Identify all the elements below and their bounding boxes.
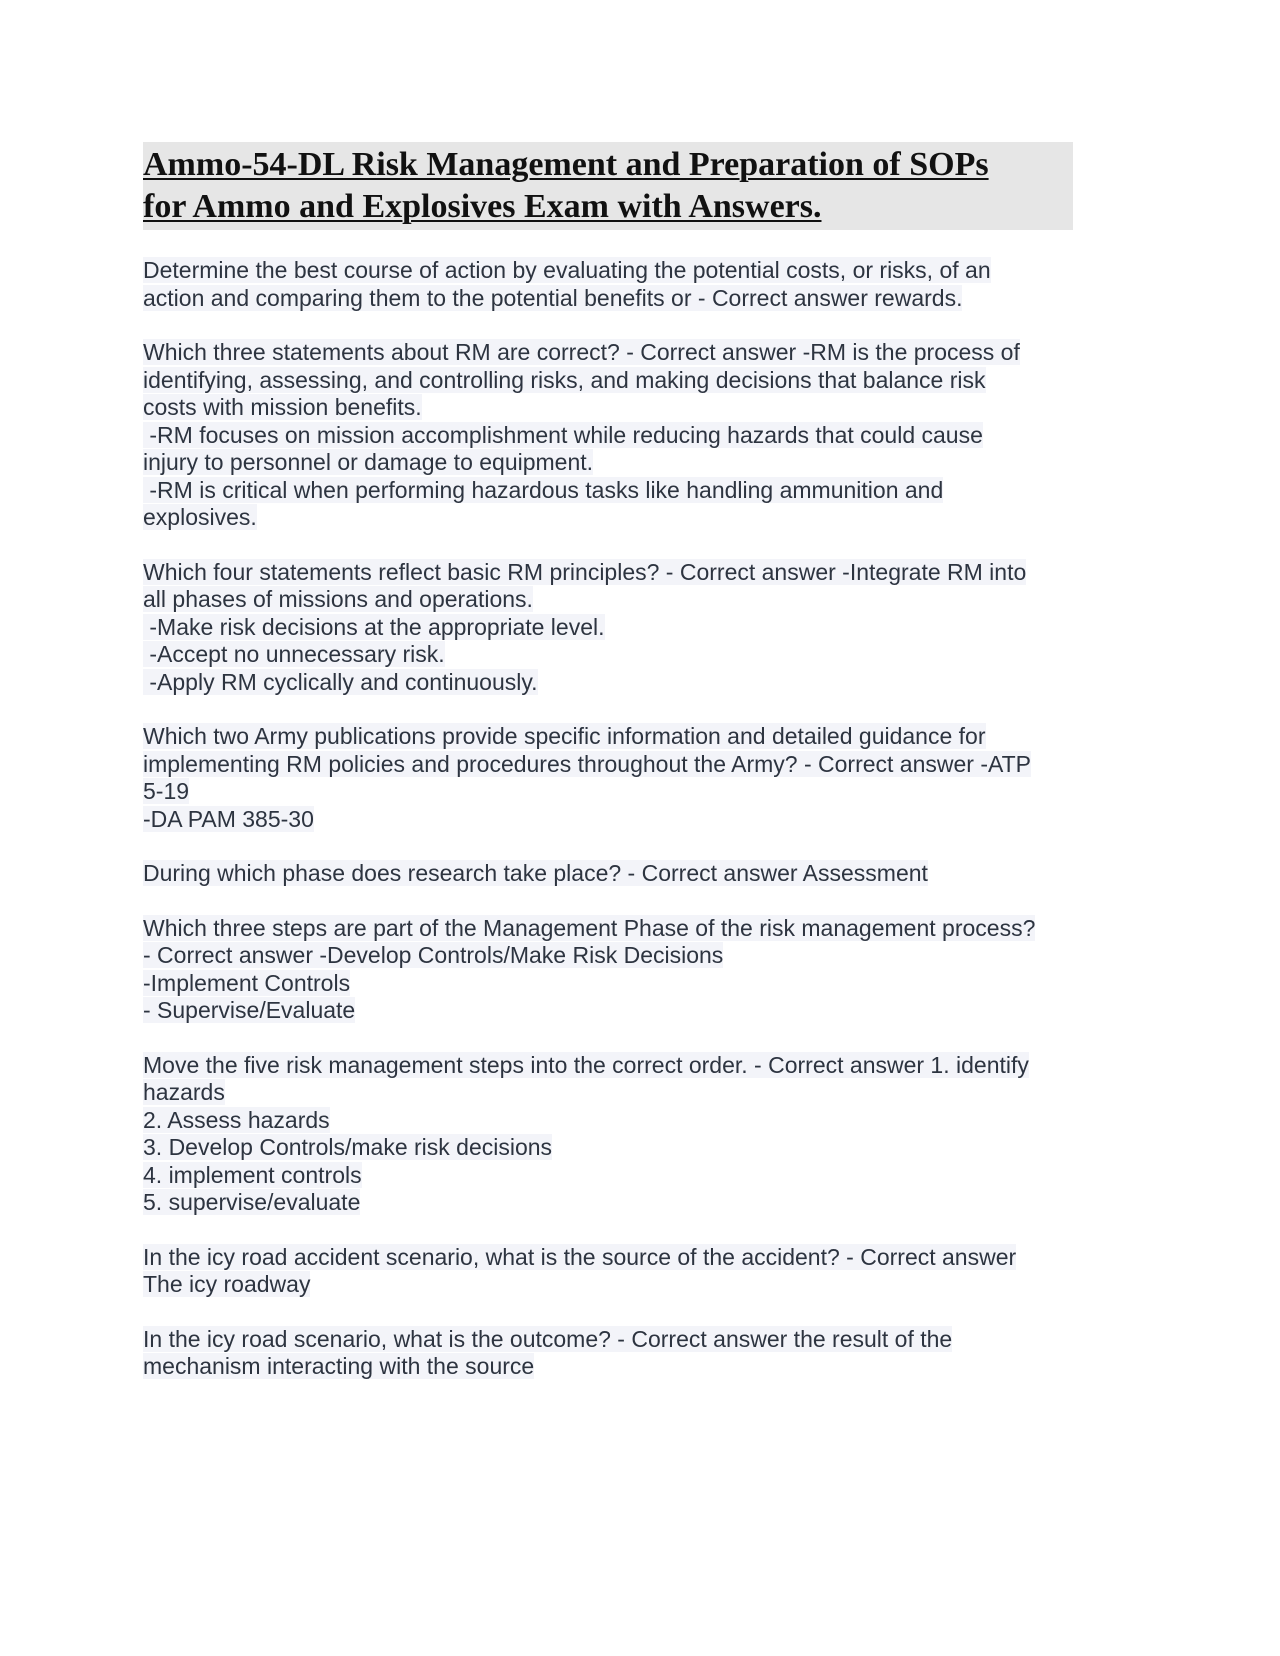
qa-line xyxy=(143,1134,1073,1162)
qa-line xyxy=(143,915,1073,943)
qa-line-text: -DA PAM 385-30 xyxy=(143,805,314,832)
qa-line-text: In the icy road scenario, what is the outcome? - Correct answer the result of the xyxy=(143,1325,953,1352)
qa-paragraph xyxy=(143,257,1073,312)
qa-paragraph xyxy=(143,1052,1073,1217)
qa-line-text: -RM is critical when performing hazardous tasks like handling ammunition and xyxy=(143,476,944,503)
qa-line xyxy=(143,422,1073,450)
qa-line-text: -RM focuses on mission accomplishment while reducing hazards that could cause xyxy=(143,421,983,448)
qa-line xyxy=(143,723,1073,751)
qa-line xyxy=(143,970,1073,998)
qa-line xyxy=(143,669,1073,697)
qa-line-text: Which three statements about RM are correct? - Correct answer -RM is the process of xyxy=(143,339,1020,365)
qa-line xyxy=(143,614,1073,642)
document-title xyxy=(143,142,1073,230)
qa-line xyxy=(143,1107,1073,1135)
qa-line xyxy=(143,641,1073,669)
qa-line-text: costs with mission benefits. xyxy=(143,394,422,420)
qa-paragraph xyxy=(143,339,1073,532)
qa-line xyxy=(143,997,1073,1025)
qa-line-text: 5. supervise/evaluate xyxy=(143,1189,361,1215)
qa-line xyxy=(143,449,1073,477)
qa-paragraph xyxy=(143,860,1073,888)
qa-line-text: Which three steps are part of the Management Phase of the risk management process? xyxy=(143,914,1036,941)
qa-line-text: -Implement Controls xyxy=(143,969,351,996)
qa-line xyxy=(143,1162,1073,1190)
qa-line-text: Determine the best course of action by evaluating the potential costs, or risks, of an xyxy=(143,257,991,283)
qa-line xyxy=(143,339,1073,367)
qa-list xyxy=(143,257,1073,1381)
qa-line-text: 4. implement controls xyxy=(143,1161,362,1188)
qa-line xyxy=(143,860,1073,888)
qa-line xyxy=(143,477,1073,505)
qa-line xyxy=(143,559,1073,587)
qa-line xyxy=(143,1353,1073,1381)
qa-line-text: 3. Develop Controls/make risk decisions xyxy=(143,1134,553,1160)
qa-line xyxy=(143,504,1073,532)
qa-line-text: 2. Assess hazards xyxy=(143,1106,330,1133)
qa-line-text: Which two Army publications provide specific information and detailed guidance for xyxy=(143,723,986,749)
qa-line-text: 5-19 xyxy=(143,778,190,804)
title-line: Ammo-54-DL Risk Management and Preparation of SOPs xyxy=(143,146,989,183)
qa-paragraph xyxy=(143,1326,1073,1381)
qa-line-text: -Apply RM cyclically and continuously. xyxy=(143,668,538,695)
qa-line-text: mechanism interacting with the source xyxy=(143,1353,535,1379)
title-line: for Ammo and Explosives Exam with Answers. xyxy=(143,188,822,225)
qa-line-text: hazards xyxy=(143,1079,225,1105)
qa-line-text: -Make risk decisions at the appropriate level. xyxy=(143,613,605,640)
qa-line xyxy=(143,285,1073,313)
qa-line xyxy=(143,1271,1073,1299)
qa-paragraph xyxy=(143,915,1073,1025)
qa-line-text: - Supervise/Evaluate xyxy=(143,997,356,1023)
qa-line xyxy=(143,1079,1073,1107)
qa-line-text: all phases of missions and operations. xyxy=(143,586,533,612)
qa-line-text: implementing RM policies and procedures throughout the Army? - Correct answer -ATP xyxy=(143,750,1032,777)
qa-line xyxy=(143,778,1073,806)
qa-line-text: identifying, assessing, and controlling risks, and making decisions that balance risk xyxy=(143,366,986,393)
qa-line xyxy=(143,942,1073,970)
qa-paragraph xyxy=(143,1244,1073,1299)
qa-line xyxy=(143,257,1073,285)
qa-line xyxy=(143,751,1073,779)
qa-line xyxy=(143,367,1073,395)
qa-line xyxy=(143,394,1073,422)
qa-line-text: action and comparing them to the potential benefits or - Correct answer rewards. xyxy=(143,284,963,311)
qa-paragraph xyxy=(143,723,1073,833)
qa-line-text: The icy roadway xyxy=(143,1271,311,1297)
qa-line xyxy=(143,1189,1073,1217)
qa-line xyxy=(143,1326,1073,1354)
qa-line-text: -Accept no unnecessary risk. xyxy=(143,641,445,667)
qa-line-text: - Correct answer -Develop Controls/Make Risk Decisions xyxy=(143,942,724,968)
qa-line-text: injury to personnel or damage to equipment. xyxy=(143,449,594,475)
qa-line xyxy=(143,586,1073,614)
qa-line-text: In the icy road accident scenario, what is the source of the accident? - Correct answer xyxy=(143,1243,1017,1270)
qa-line xyxy=(143,1052,1073,1080)
qa-line xyxy=(143,1244,1073,1272)
document-page xyxy=(143,142,1073,1381)
qa-line-text: During which phase does research take place? - Correct answer Assessment xyxy=(143,860,928,886)
qa-line-text: Move the five risk management steps into the correct order. - Correct answer 1. identify xyxy=(143,1051,1029,1078)
qa-line xyxy=(143,806,1073,834)
qa-line-text: Which four statements reflect basic RM principles? - Correct answer -Integrate RM into xyxy=(143,558,1027,585)
qa-line-text: explosives. xyxy=(143,504,257,530)
qa-paragraph xyxy=(143,559,1073,697)
